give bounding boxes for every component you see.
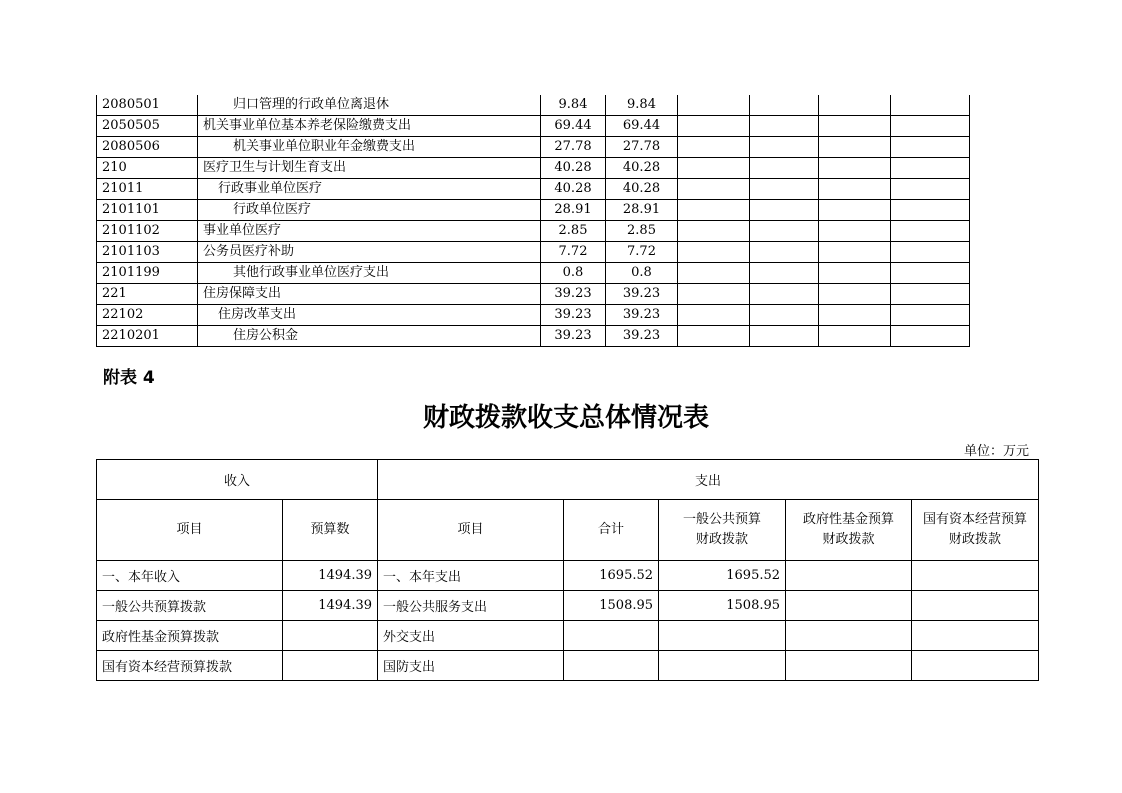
table-row xyxy=(97,221,970,242)
empty-cell xyxy=(750,263,819,284)
empty-cell xyxy=(819,221,891,242)
unit-label: 单位：万元 xyxy=(963,444,1029,459)
empty-cell xyxy=(819,305,891,326)
empty-cell xyxy=(891,305,970,326)
expenditure-detail-table xyxy=(96,95,970,347)
empty-cell xyxy=(891,242,970,263)
income-item-cell: 政府性基金预算拨款 xyxy=(97,621,283,651)
col-fund-budget: 政府性基金预算 财政拨款 xyxy=(786,500,912,561)
table-row xyxy=(97,651,1039,681)
name-cell: 医疗卫生与计划生育支出 xyxy=(198,158,541,179)
code-cell: 221 xyxy=(97,284,198,305)
empty-cell xyxy=(678,158,750,179)
empty-cell xyxy=(678,305,750,326)
empty-cell xyxy=(786,621,912,651)
code-cell: 2050505 xyxy=(97,116,198,137)
expenditure-detail-table-wrapper xyxy=(96,95,969,347)
empty-cell xyxy=(819,284,891,305)
expense-item-cell: 外交支出 xyxy=(378,621,564,651)
summary-table-wrapper xyxy=(96,459,1038,681)
empty-cell xyxy=(678,179,750,200)
name-cell: 行政单位医疗 xyxy=(198,200,541,221)
name-cell: 其他行政事业单位医疗支出 xyxy=(198,263,541,284)
table-row xyxy=(97,561,1039,591)
budget-cell xyxy=(283,621,378,651)
amount-cell: 40.28 xyxy=(541,179,606,200)
col-state-capital: 国有资本经营预算 财政拨款 xyxy=(912,500,1039,561)
empty-cell xyxy=(891,95,970,116)
fiscal-summary-table xyxy=(96,459,1039,681)
general-budget-cell: 1695.52 xyxy=(659,561,786,591)
empty-cell xyxy=(819,242,891,263)
empty-cell xyxy=(891,179,970,200)
empty-cell xyxy=(678,326,750,347)
empty-cell xyxy=(891,284,970,305)
empty-cell xyxy=(678,116,750,137)
table-row xyxy=(97,326,970,347)
expense-header: 支出 xyxy=(378,460,1039,500)
empty-cell xyxy=(750,305,819,326)
appendix-label: 附表 4 xyxy=(103,368,155,388)
amount-cell: 40.28 xyxy=(606,158,678,179)
amount-cell: 39.23 xyxy=(541,305,606,326)
name-cell: 机关事业单位基本养老保险缴费支出 xyxy=(198,116,541,137)
empty-cell xyxy=(786,651,912,681)
empty-cell xyxy=(912,651,1039,681)
table-row xyxy=(97,242,970,263)
code-cell: 210 xyxy=(97,158,198,179)
col-total: 合计 xyxy=(564,500,659,561)
empty-cell xyxy=(912,621,1039,651)
col-general-budget: 一般公共预算 财政拨款 xyxy=(659,500,786,561)
table-row xyxy=(97,305,970,326)
empty-cell xyxy=(750,284,819,305)
total-cell xyxy=(564,621,659,651)
name-cell: 行政事业单位医疗 xyxy=(198,179,541,200)
code-cell: 2080501 xyxy=(97,95,198,116)
amount-cell: 39.23 xyxy=(606,326,678,347)
expense-item-cell: 一、本年支出 xyxy=(378,561,564,591)
empty-cell xyxy=(678,200,750,221)
col-item-expense: 项目 xyxy=(378,500,564,561)
table-row xyxy=(97,591,1039,621)
empty-cell xyxy=(819,95,891,116)
expense-item-cell: 国防支出 xyxy=(378,651,564,681)
income-item-cell: 一般公共预算拨款 xyxy=(97,591,283,621)
col-budget: 预算数 xyxy=(283,500,378,561)
empty-cell xyxy=(786,591,912,621)
budget-cell: 1494.39 xyxy=(283,561,378,591)
name-cell: 机关事业单位职业年金缴费支出 xyxy=(198,137,541,158)
amount-cell: 27.78 xyxy=(541,137,606,158)
empty-cell xyxy=(678,284,750,305)
amount-cell: 7.72 xyxy=(606,242,678,263)
name-cell: 归口管理的行政单位离退休 xyxy=(198,95,541,116)
empty-cell xyxy=(819,116,891,137)
empty-cell xyxy=(678,221,750,242)
empty-cell xyxy=(891,137,970,158)
empty-cell xyxy=(891,158,970,179)
empty-cell xyxy=(819,179,891,200)
expense-item-cell: 一般公共服务支出 xyxy=(378,591,564,621)
empty-cell xyxy=(786,561,912,591)
code-cell: 2101103 xyxy=(97,242,198,263)
empty-cell xyxy=(819,326,891,347)
general-budget-cell: 1508.95 xyxy=(659,591,786,621)
empty-cell xyxy=(891,200,970,221)
amount-cell: 40.28 xyxy=(606,179,678,200)
amount-cell: 0.8 xyxy=(541,263,606,284)
page-title: 财政拨款收支总体情况表 xyxy=(422,403,709,433)
empty-cell xyxy=(678,95,750,116)
amount-cell: 40.28 xyxy=(541,158,606,179)
amount-cell: 39.23 xyxy=(606,305,678,326)
table-row xyxy=(97,179,970,200)
total-cell: 1695.52 xyxy=(564,561,659,591)
amount-cell: 27.78 xyxy=(606,137,678,158)
name-cell: 公务员医疗补助 xyxy=(198,242,541,263)
amount-cell: 28.91 xyxy=(606,200,678,221)
total-cell xyxy=(564,651,659,681)
name-cell: 住房保障支出 xyxy=(198,284,541,305)
empty-cell xyxy=(750,221,819,242)
empty-cell xyxy=(891,263,970,284)
budget-cell xyxy=(283,651,378,681)
col-item-income: 项目 xyxy=(97,500,283,561)
empty-cell xyxy=(819,158,891,179)
total-cell: 1508.95 xyxy=(564,591,659,621)
empty-cell xyxy=(750,179,819,200)
table-row xyxy=(97,284,970,305)
empty-cell xyxy=(912,591,1039,621)
amount-cell: 69.44 xyxy=(541,116,606,137)
empty-cell xyxy=(891,221,970,242)
table-row xyxy=(97,95,970,116)
amount-cell: 28.91 xyxy=(541,200,606,221)
amount-cell: 0.8 xyxy=(606,263,678,284)
empty-cell xyxy=(819,200,891,221)
income-item-cell: 国有资本经营预算拨款 xyxy=(97,651,283,681)
budget-cell: 1494.39 xyxy=(283,591,378,621)
code-cell: 2101102 xyxy=(97,221,198,242)
table-row xyxy=(97,621,1039,651)
general-budget-cell xyxy=(659,651,786,681)
table-row xyxy=(97,137,970,158)
amount-cell: 9.84 xyxy=(541,95,606,116)
amount-cell: 9.84 xyxy=(606,95,678,116)
name-cell: 事业单位医疗 xyxy=(198,221,541,242)
empty-cell xyxy=(750,158,819,179)
empty-cell xyxy=(750,242,819,263)
table-row xyxy=(97,158,970,179)
income-item-cell: 一、本年收入 xyxy=(97,561,283,591)
empty-cell xyxy=(678,263,750,284)
table-row xyxy=(97,200,970,221)
empty-cell xyxy=(750,137,819,158)
code-cell: 2101101 xyxy=(97,200,198,221)
general-budget-cell xyxy=(659,621,786,651)
code-cell: 2210201 xyxy=(97,326,198,347)
amount-cell: 69.44 xyxy=(606,116,678,137)
code-cell: 2101199 xyxy=(97,263,198,284)
code-cell: 2080506 xyxy=(97,137,198,158)
income-header: 收入 xyxy=(97,460,378,500)
empty-cell xyxy=(750,95,819,116)
empty-cell xyxy=(819,263,891,284)
empty-cell xyxy=(912,561,1039,591)
empty-cell xyxy=(891,326,970,347)
name-cell: 住房改革支出 xyxy=(198,305,541,326)
empty-cell xyxy=(819,137,891,158)
amount-cell: 2.85 xyxy=(606,221,678,242)
empty-cell xyxy=(750,116,819,137)
amount-cell: 2.85 xyxy=(541,221,606,242)
table-row xyxy=(97,116,970,137)
table-row xyxy=(97,263,970,284)
empty-cell xyxy=(750,200,819,221)
amount-cell: 7.72 xyxy=(541,242,606,263)
amount-cell: 39.23 xyxy=(541,284,606,305)
amount-cell: 39.23 xyxy=(541,326,606,347)
code-cell: 22102 xyxy=(97,305,198,326)
name-cell: 住房公积金 xyxy=(198,326,541,347)
amount-cell: 39.23 xyxy=(606,284,678,305)
empty-cell xyxy=(678,137,750,158)
empty-cell xyxy=(750,326,819,347)
empty-cell xyxy=(891,116,970,137)
code-cell: 21011 xyxy=(97,179,198,200)
empty-cell xyxy=(678,242,750,263)
